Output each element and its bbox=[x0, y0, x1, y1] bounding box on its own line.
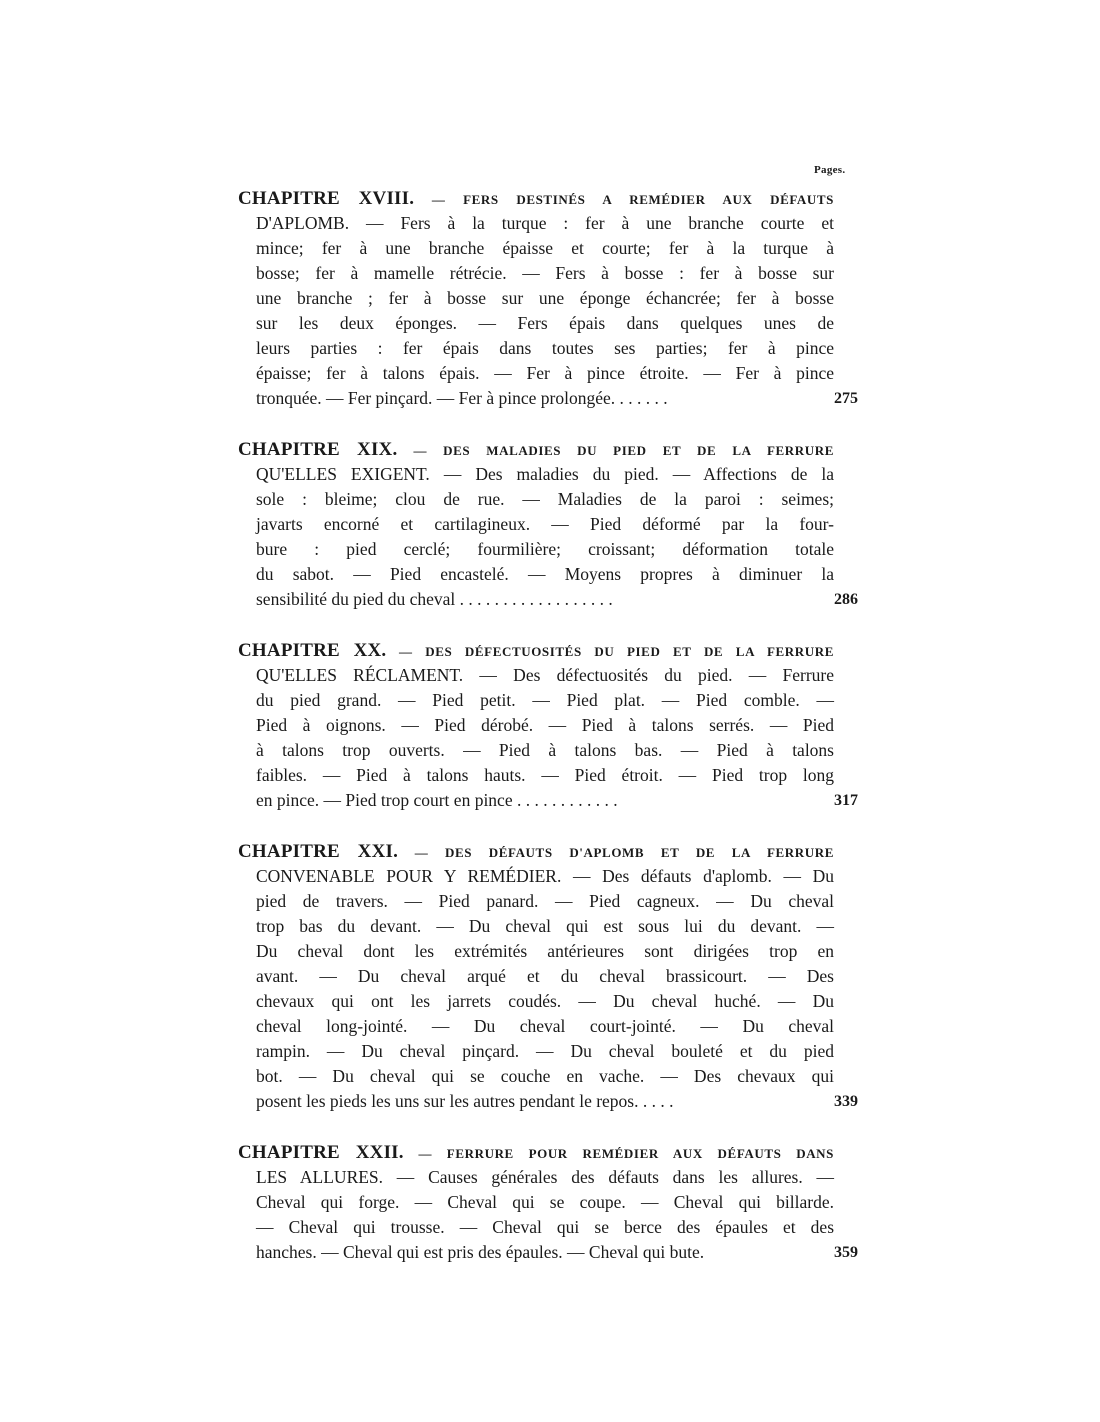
chapter-title: CHAPITRE XVIII. bbox=[238, 188, 415, 209]
entry-line: du sabot. — Pied encastelé. — Moyens propres à diminuer la bbox=[256, 564, 834, 584]
entry-line: sur les deux éponges. — Fers épais dans quelques unes de bbox=[256, 313, 834, 333]
entry-line: bot. — Du cheval qui se couche en vache. — Des chevaux qui bbox=[256, 1066, 834, 1086]
entry-line: faibles. — Pied à talons hauts. — Pied étroit. — Pied trop long bbox=[256, 765, 834, 785]
entry-line: rampin. — Du cheval pinçard. — Du cheval bouleté et du pied bbox=[256, 1041, 834, 1061]
entry-line: tronquée. — Fer pinçard. — Fer à pince prolongée. . . . . . . bbox=[256, 388, 668, 408]
entry-line: Pied à oignons. — Pied dérobé. — Pied à talons serrés. — Pied bbox=[256, 715, 834, 735]
chapter-title: CHAPITRE XX. bbox=[238, 640, 387, 661]
entry-line: javarts encorné et cartilagineux. — Pied déformé par la four- bbox=[256, 514, 834, 534]
table-of-contents bbox=[238, 186, 858, 1291]
chapter-subject: — FERS DESTINÉS A REMÉDIER AUX DÉFAUTS bbox=[414, 192, 834, 207]
entry-line: Cheval qui forge. — Cheval qui se coupe. — Cheval qui billarde. bbox=[256, 1192, 834, 1212]
toc-entry-chapitre-xxii bbox=[238, 1140, 858, 1265]
page-number: 286 bbox=[834, 591, 858, 608]
entry-line: pied de travers. — Pied panard. — Pied cagneux. — Du cheval bbox=[256, 891, 834, 911]
entry-line: mince; fer à une branche épaisse et courte; fer à la turque à bbox=[256, 238, 834, 258]
page-number: 275 bbox=[834, 390, 858, 407]
entry-line: cheval long-jointé. — Du cheval court-jointé. — Du cheval bbox=[256, 1016, 834, 1036]
page-number: 317 bbox=[834, 792, 858, 809]
entry-line: du pied grand. — Pied petit. — Pied plat. — Pied comble. — bbox=[256, 690, 834, 710]
entry-line: leurs parties : fer épais dans toutes ses parties; fer à pince bbox=[256, 338, 834, 358]
pages-column-label: Pages. bbox=[814, 164, 846, 176]
toc-entry-chapitre-xix bbox=[238, 437, 858, 612]
toc-entry-chapitre-xviii bbox=[238, 186, 858, 411]
entry-line: bure : pied cerclé; fourmilière; croissant; déformation totale bbox=[256, 539, 834, 559]
chapter-subject: — FERRURE POUR REMÉDIER AUX DÉFAUTS DANS bbox=[403, 1146, 835, 1161]
entry-line: bosse; fer à mamelle rétrécie. — Fers à bosse : fer à bosse sur bbox=[256, 263, 834, 283]
entry-line: QU'ELLES EXIGENT. — Des maladies du pied. — Affections de la bbox=[256, 464, 834, 484]
entry-line: CONVENABLE POUR Y REMÉDIER. — Des défauts d'aplomb. — Du bbox=[256, 866, 834, 886]
chapter-title: CHAPITRE XXI. bbox=[238, 841, 399, 862]
chapter-subject: — DES MALADIES DU PIED ET DE LA FERRURE bbox=[397, 443, 834, 458]
page-number: 359 bbox=[834, 1244, 858, 1261]
entry-line: posent les pieds les uns sur les autres pendant le repos. . . . . bbox=[256, 1091, 674, 1111]
chapter-subject: — DES DÉFAUTS D'APLOMB ET DE LA FERRURE bbox=[398, 845, 834, 860]
toc-entry-chapitre-xx bbox=[238, 638, 858, 813]
entry-line: sole : bleime; clou de rue. — Maladies de la paroi : seimes; bbox=[256, 489, 834, 509]
chapter-subject: — DES DÉFECTUOSITÉS DU PIED ET DE LA FERRURE bbox=[386, 644, 834, 659]
entry-line: épaisse; fer à talons épais. — Fer à pince étroite. — Fer à pince bbox=[256, 363, 834, 383]
entry-line: QU'ELLES RÉCLAMENT. — Des défectuosités du pied. — Ferrure bbox=[256, 665, 834, 685]
entry-line: — Cheval qui trousse. — Cheval qui se berce des épaules et des bbox=[256, 1217, 834, 1237]
chapter-title: CHAPITRE XXII. bbox=[238, 1142, 404, 1163]
entry-line: chevaux qui ont les jarrets coudés. — Du cheval huché. — Du bbox=[256, 991, 834, 1011]
entry-line: LES ALLURES. — Causes générales des défauts dans les allures. — bbox=[256, 1167, 834, 1187]
entry-line: D'APLOMB. — Fers à la turque : fer à une branche courte et bbox=[256, 213, 834, 233]
entry-line: trop bas du devant. — Du cheval qui est sous lui du devant. — bbox=[256, 916, 834, 936]
entry-line: en pince. — Pied trop court en pince . . . . . . . . . . . . bbox=[256, 790, 618, 810]
entry-line: Du cheval dont les extrémités antérieures sont dirigées trop en bbox=[256, 941, 834, 961]
entry-line: hanches. — Cheval qui est pris des épaules. — Cheval qui bute. bbox=[256, 1242, 705, 1262]
entry-line: avant. — Du cheval arqué et du cheval brassicourt. — Des bbox=[256, 966, 834, 986]
entry-line: à talons trop ouverts. — Pied à talons bas. — Pied à talons bbox=[256, 740, 834, 760]
entry-line: une branche ; fer à bosse sur une éponge échancrée; fer à bosse bbox=[256, 288, 834, 308]
entry-line: sensibilité du pied du cheval . . . . . . . . . . . . . . . . . . bbox=[256, 589, 613, 609]
chapter-title: CHAPITRE XIX. bbox=[238, 439, 398, 460]
toc-entry-chapitre-xxi bbox=[238, 839, 858, 1114]
page-number: 339 bbox=[834, 1093, 858, 1110]
